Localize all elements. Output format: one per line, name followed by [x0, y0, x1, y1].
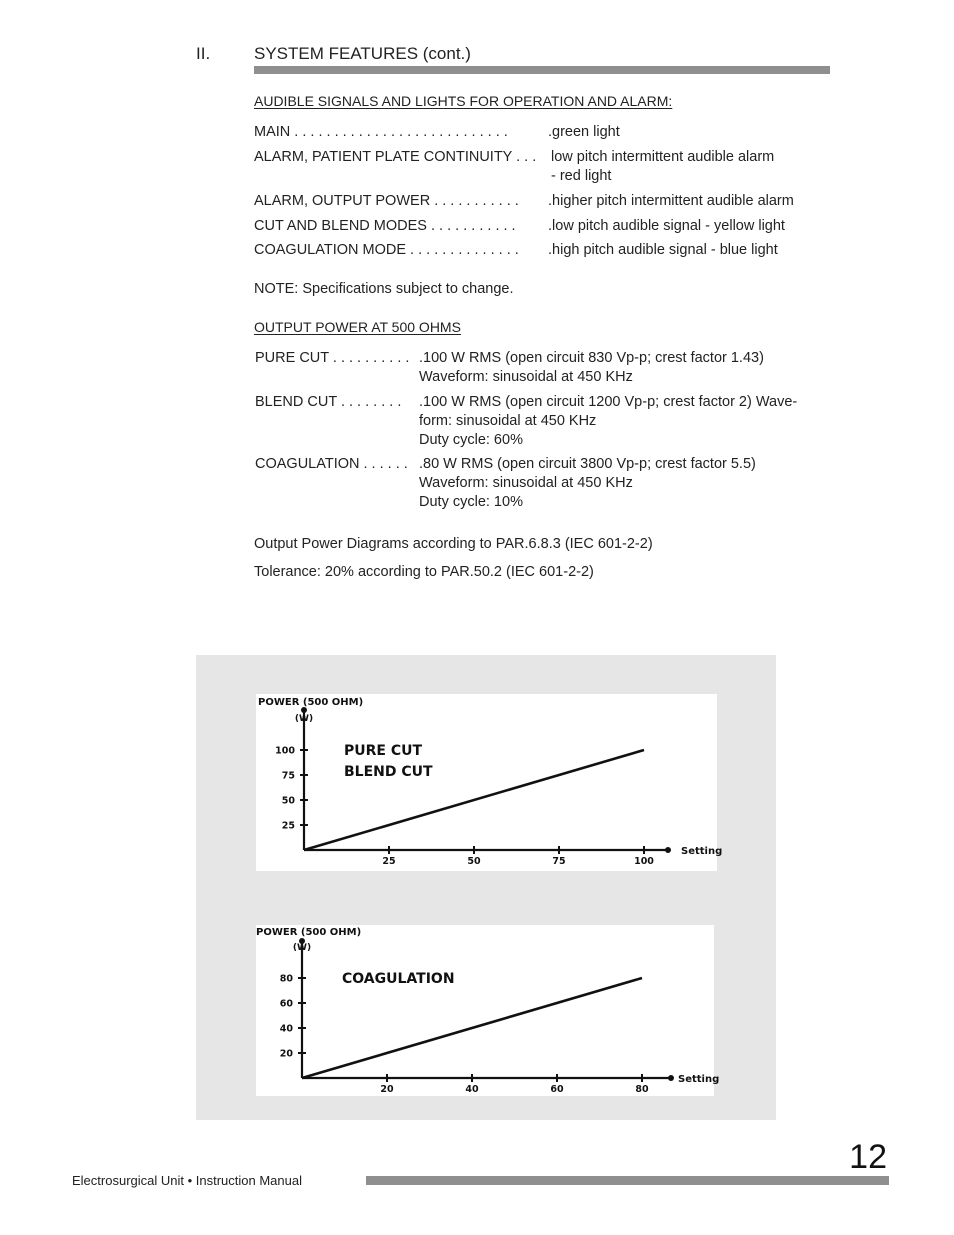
x-tick-label: 50 — [467, 856, 481, 867]
row-value: .100 W RMS (open circuit 1200 Vp-p; crest factor 2) Wave- form: sinusoidal at 450 KHz Duty cycle: 60% — [419, 394, 798, 448]
x-tick-label: 75 — [552, 856, 566, 867]
chart-coagulation — [256, 925, 720, 1096]
specs-note: NOTE: Specifications subject to change. — [254, 281, 514, 297]
row-value: .100 W RMS (open circuit 830 Vp-p; crest factor 1.43) Waveform: sinusoidal at 450 KHz — [419, 350, 764, 385]
y-tick-label: 50 — [281, 795, 295, 807]
row-label: PURE CUT . . . . . . . . . . — [255, 350, 410, 366]
x-tick-label: 20 — [380, 1084, 394, 1095]
output-heading: OUTPUT POWER AT 500 OHMS — [254, 319, 461, 335]
diagrams-note: Output Power Diagrams according to PAR.6.8.3 (IEC 601-2-2) — [254, 536, 653, 552]
row-label: COAGULATION . . . . . . — [255, 456, 408, 472]
x-axis-end-dot — [665, 847, 671, 853]
y-axis-title: POWER (500 OHM) — [256, 927, 362, 938]
row-value: .higher pitch intermittent audible alarm — [548, 193, 794, 209]
section-number: II. — [196, 44, 211, 63]
section-title: SYSTEM FEATURES (cont.) — [254, 44, 471, 63]
chart-annotation: PURE CUT — [344, 743, 423, 759]
row-value: .high pitch audible signal - blue light — [548, 242, 778, 258]
y-axis-title: POWER (500 OHM) — [258, 697, 364, 708]
y-tick-label: 80 — [279, 973, 293, 985]
x-axis-title: Setting — [678, 1074, 720, 1085]
chart-cut-blend — [256, 694, 723, 871]
series-line — [302, 978, 642, 1078]
row-value: .80 W RMS (open circuit 3800 Vp-p; crest factor 5.5) Waveform: sinusoidal at 450 KHz Duty cycle: 10% — [419, 456, 756, 510]
section-bar — [254, 66, 830, 74]
footer-text: Electrosurgical Unit • Instruction Manual — [72, 1173, 302, 1188]
x-axis-title: Setting — [681, 846, 723, 857]
row-label: MAIN . . . . . . . . . . . . . . . . . . . . . . . . . . . — [254, 124, 508, 140]
row-label: COAGULATION MODE . . . . . . . . . . . . . . — [254, 242, 519, 258]
y-tick-label: 25 — [281, 820, 295, 832]
y-tick-label: 60 — [279, 998, 293, 1010]
row-label: ALARM, PATIENT PLATE CONTINUITY . . . — [254, 149, 537, 165]
y-tick-label: 20 — [279, 1048, 293, 1060]
x-tick-label: 40 — [465, 1084, 479, 1095]
x-tick-label: 80 — [635, 1084, 649, 1095]
x-tick-label: 25 — [382, 856, 396, 867]
y-tick-label: 100 — [275, 745, 295, 757]
footer-bar — [366, 1176, 889, 1185]
x-tick-label: 60 — [550, 1084, 564, 1095]
y-tick-label: 75 — [281, 770, 295, 782]
chart-annotation: BLEND CUT — [344, 764, 433, 780]
audible-heading: AUDIBLE SIGNALS AND LIGHTS FOR OPERATION AND ALARM: — [254, 93, 673, 109]
y-tick-label: 40 — [279, 1023, 293, 1035]
row-label: CUT AND BLEND MODES . . . . . . . . . . . — [254, 218, 516, 234]
row-label: BLEND CUT . . . . . . . . — [255, 394, 402, 410]
row-value: .low pitch audible signal - yellow light — [548, 218, 785, 234]
tolerance-note: Tolerance: 20% according to PAR.50.2 (IEC 601-2-2) — [254, 564, 594, 580]
x-axis-end-dot — [668, 1075, 674, 1081]
row-label: ALARM, OUTPUT POWER . . . . . . . . . . . — [254, 193, 519, 209]
row-value: low pitch intermittent audible alarm - red light — [551, 149, 775, 184]
x-tick-label: 100 — [634, 856, 654, 867]
y-axis-unit: (W) — [292, 943, 312, 953]
y-axis-unit: (W) — [294, 714, 314, 724]
row-value: .green light — [548, 124, 620, 140]
page-number: 12 — [849, 1138, 887, 1176]
chart-panel — [196, 655, 776, 1120]
chart-annotation: COAGULATION — [342, 971, 455, 987]
